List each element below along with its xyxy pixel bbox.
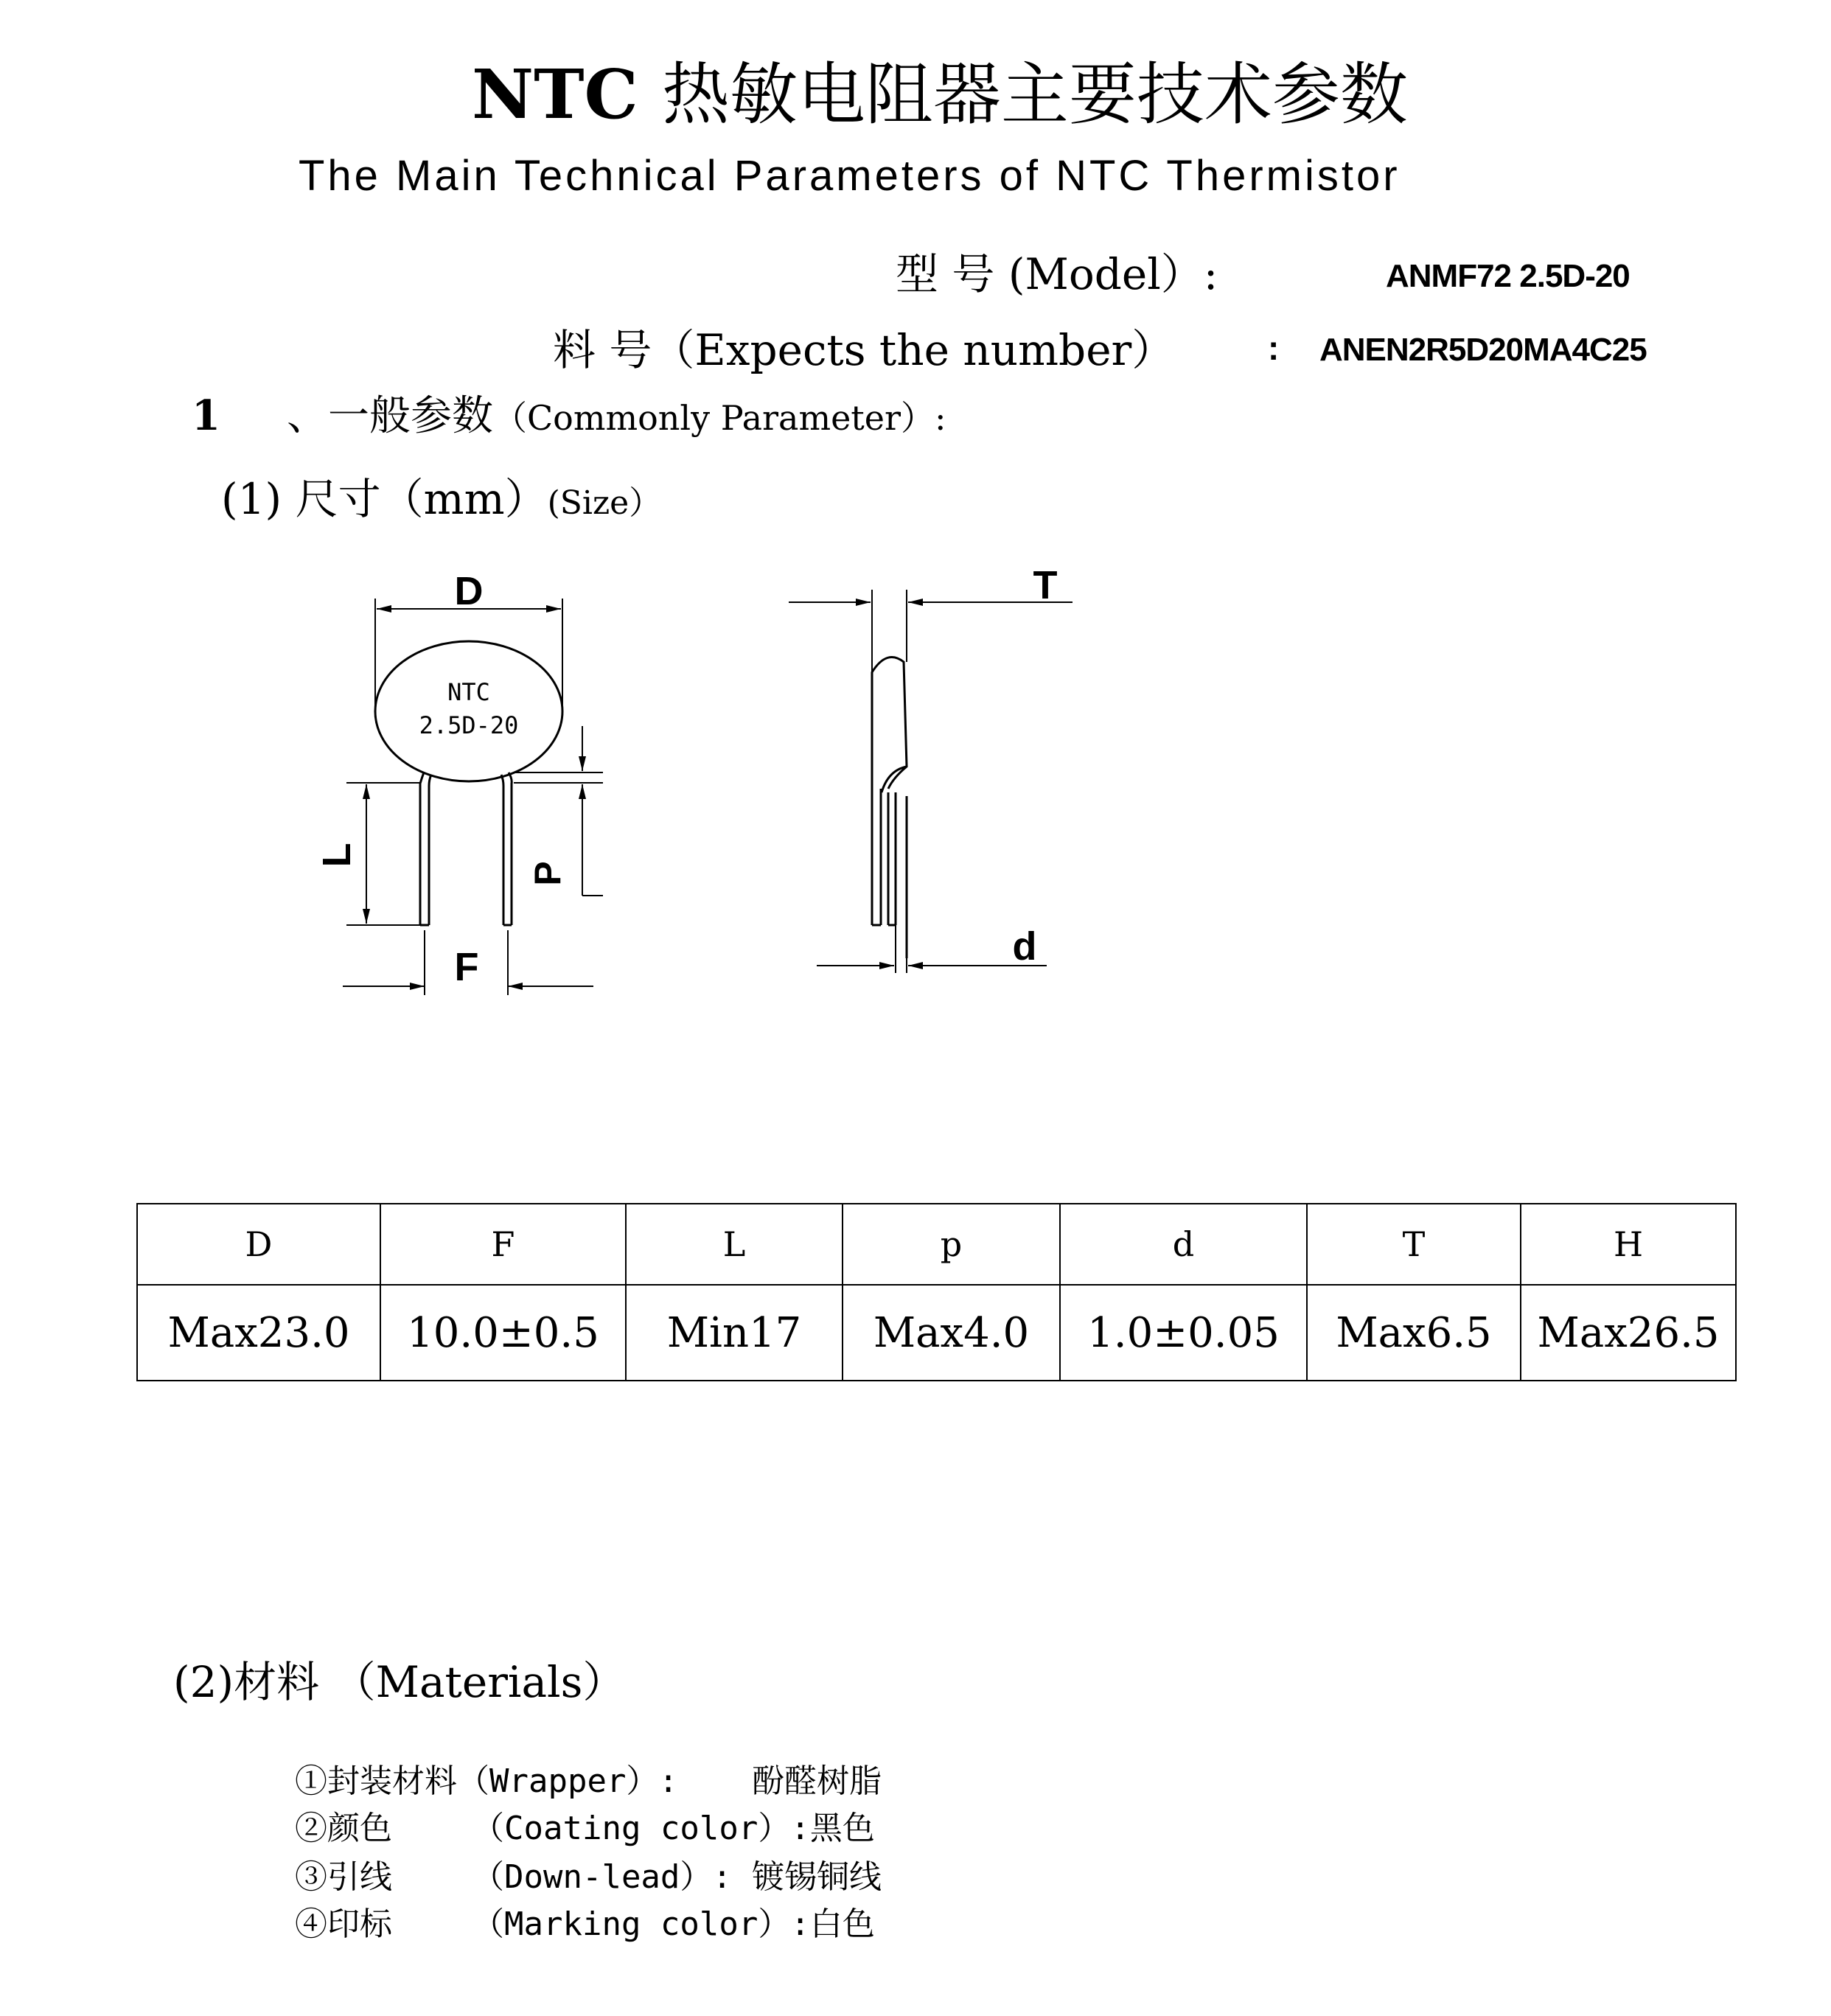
dim-label-d: d (1012, 924, 1037, 969)
model-value: ANMF72 2.5D-20 (1386, 258, 1630, 294)
front-view (343, 599, 603, 995)
title-bold: NTC (472, 55, 638, 134)
header-cell: F (380, 1204, 626, 1285)
right-lead (501, 772, 512, 925)
material-label-en: （Coating color）: (472, 1810, 810, 1847)
table-header-row (137, 1204, 1736, 1285)
materials-heading: (2)材料 （Materials） (173, 1657, 626, 1707)
material-value: 酚醛树脂 (752, 1762, 882, 1800)
value-cell: Min17 (626, 1285, 843, 1381)
header-cell: d (1060, 1204, 1307, 1285)
part-number-label: 料 号（Expects the number） (553, 325, 1175, 375)
material-label-en: （Down-lead）: (472, 1858, 732, 1896)
disc-marking-line1: NTC (447, 678, 490, 706)
dim-label-D: D (454, 569, 484, 613)
header-cell: D (137, 1204, 380, 1285)
value-cell: Max6.5 (1307, 1285, 1521, 1381)
value-cell: 10.0±0.5 (380, 1285, 626, 1381)
value-cell: Max26.5 (1521, 1285, 1736, 1381)
disc-marking-line2: 2.5D-20 (419, 711, 519, 739)
header-cell: L (626, 1204, 843, 1285)
value-cell: Max4.0 (843, 1285, 1060, 1381)
material-item-coating-color (295, 1802, 875, 1849)
side-view (789, 590, 1073, 973)
material-item-down-lead (295, 1850, 882, 1897)
left-lead (420, 772, 431, 925)
dimensions-table (136, 1203, 1737, 1381)
dim-label-F: F (454, 945, 479, 989)
size-heading-label-en: (Size） (547, 484, 662, 522)
section-number: 1 (192, 391, 220, 440)
material-value: 镀锡铜线 (752, 1858, 882, 1896)
page-subtitle: The Main Technical Parameters of NTC Thermistor (299, 152, 1401, 200)
section-label: 、一般参数 (286, 392, 493, 440)
part-number-colon: : (1268, 329, 1280, 367)
material-label: ①封装材料 (295, 1762, 457, 1800)
material-label: ②颜色 (295, 1810, 392, 1847)
material-value: 黑色 (809, 1810, 875, 1847)
material-label-en: （Marking color）: (472, 1905, 810, 1943)
title-rest: 热敏电阻器主要技术参数 (661, 55, 1408, 134)
material-value: 白色 (809, 1905, 875, 1943)
side-body (872, 658, 907, 807)
header-cell: T (1307, 1204, 1521, 1285)
model-label: 型 号 (Model）: (896, 249, 1218, 299)
value-cell: Max23.0 (137, 1285, 380, 1381)
size-heading-label: (1) 尺寸（mm） (221, 474, 548, 524)
material-label-en: （Wrapper）: (457, 1762, 678, 1800)
header-cell: H (1521, 1204, 1736, 1285)
material-item-marking-color (295, 1897, 875, 1945)
section-label-en: （Commonly Parameter）: (492, 398, 946, 438)
dim-label-T: T (1033, 563, 1058, 607)
value-cell: 1.0±0.05 (1060, 1285, 1307, 1381)
material-label: ④印标 (295, 1905, 392, 1943)
header-cell: p (843, 1204, 1060, 1285)
part-number-value: ANEN2R5D20MA4C25 (1319, 332, 1647, 368)
material-label: ③引线 (295, 1858, 392, 1896)
table-row (137, 1285, 1736, 1381)
dim-label-L: L (315, 843, 359, 868)
material-item-wrapper (295, 1754, 882, 1802)
dim-label-P: P (527, 861, 568, 886)
